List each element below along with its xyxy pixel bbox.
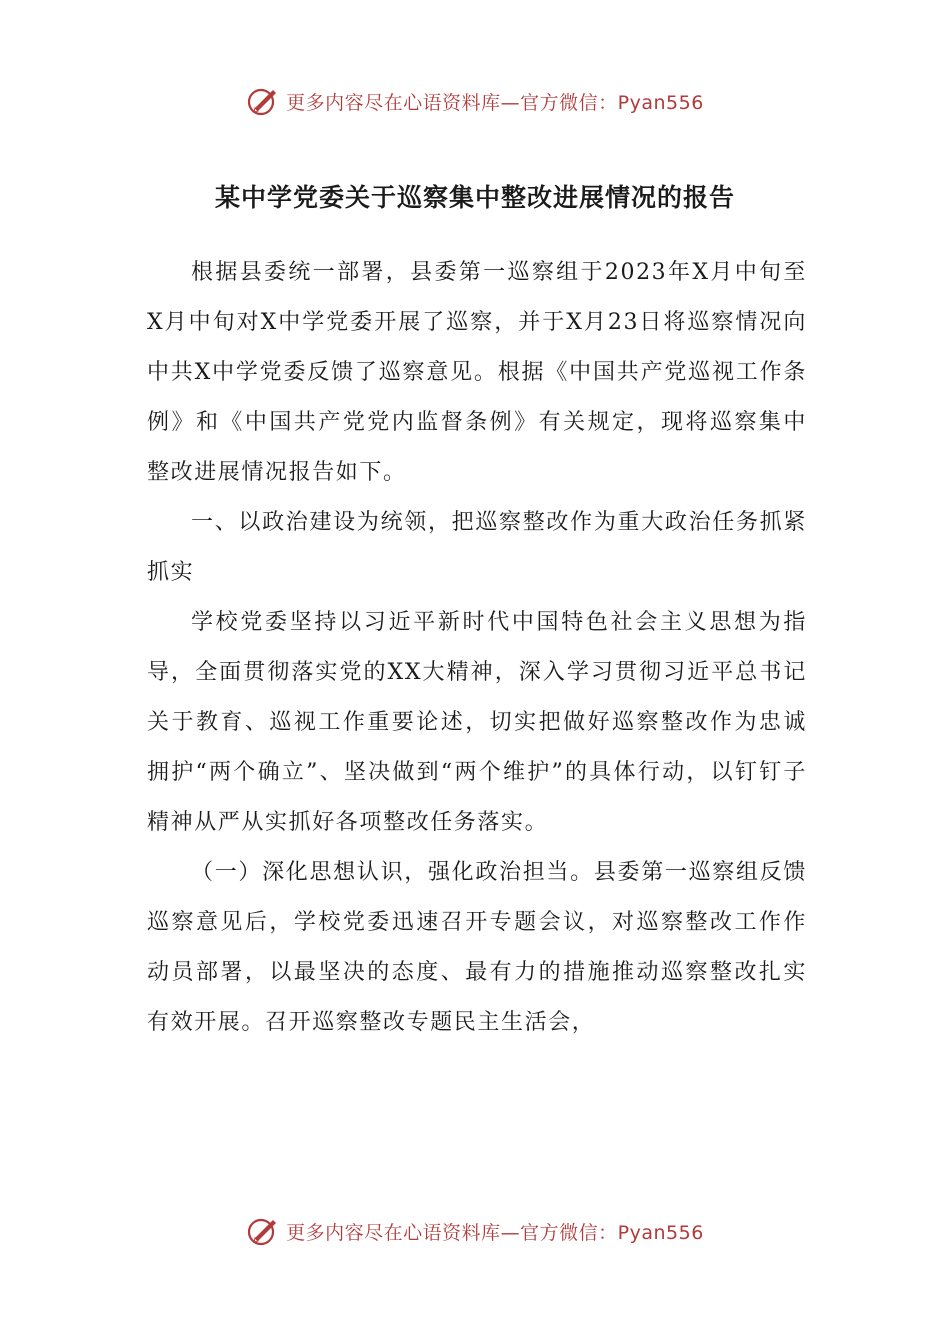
watermark-text: 更多内容尽在心语资料库—官方微信：Pyan556 <box>286 91 704 114</box>
document-body <box>147 248 807 1048</box>
paragraph-section-1: 学校党委坚持以习近平新时代中国特色社会主义思想为指导，全面贯彻落实党的XX大精神，深入学习贯彻习近平总书记关于教育、巡视工作重要论述，切实把做好巡察整改作为忠诚拥护“两个确立”、坚决做到“两个维护”的具体行动，以钉钉子精神从严从实抓好各项整改任务落实。 <box>147 610 807 835</box>
paragraph-subsection-1: （一）深化思想认识，强化政治担当。县委第一巡察组反馈巡察意见后，学校党委迅速召开专题会议，对巡察整改工作作动员部署，以最坚决的态度、最有力的措施推动巡察整改扎实有效开展。召开巡察整改专题民主生活会， <box>147 860 807 1035</box>
document-title: 某中学党委关于巡察集中整改进展情况的报告 <box>214 183 735 212</box>
watermark-text: 更多内容尽在心语资料库—官方微信：Pyan556 <box>286 1221 704 1244</box>
paragraph-intro: 根据县委统一部署，县委第一巡察组于2023年X月中旬至X月中旬对X中学党委开展了巡察，并于X月23日将巡察情况向中共X中学党委反馈了巡察意见。根据《中国共产党巡视工作条例》和《中国共产党党内监督条例》有关规定，现将巡察集中整改进展情况报告如下。 <box>147 260 807 485</box>
pen-circle-logo-icon <box>246 1214 280 1248</box>
pen-circle-logo-icon <box>246 84 280 118</box>
watermark-footer <box>0 1214 950 1248</box>
watermark-header <box>0 84 950 118</box>
section-heading-1: 一、以政治建设为统领，把巡察整改作为重大政治任务抓紧抓实 <box>147 510 807 585</box>
